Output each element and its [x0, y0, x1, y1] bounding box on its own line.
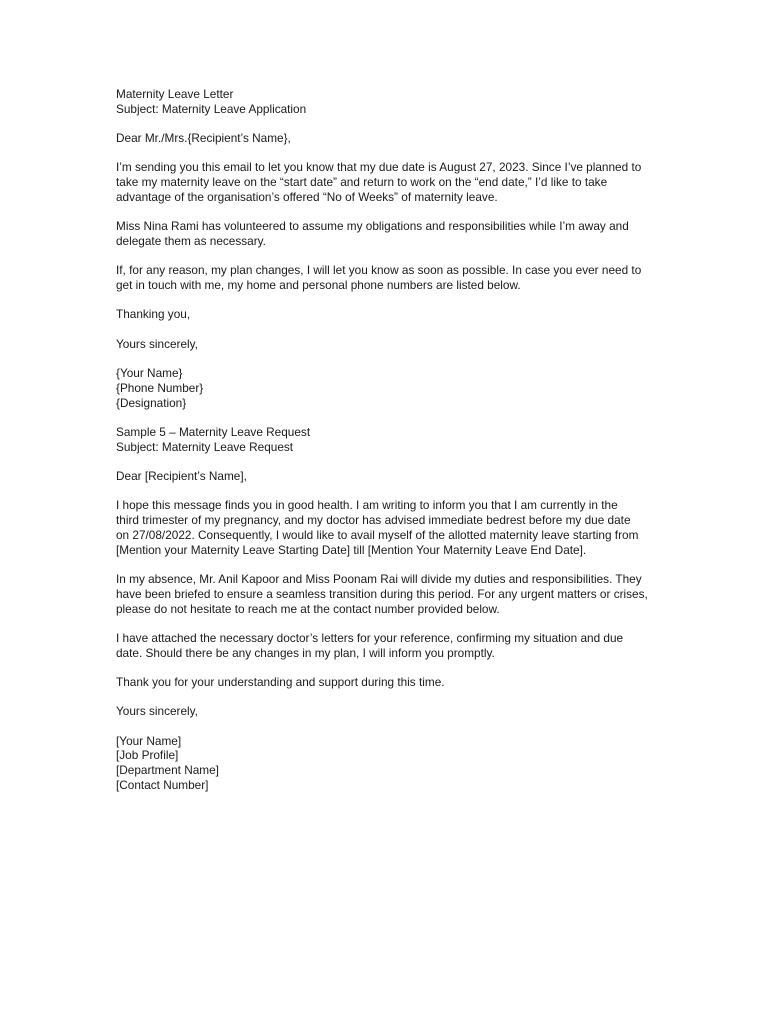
letter1-salutation-text: Dear Mr./Mrs.{Recipient’s Name},: [116, 131, 291, 146]
letter2-salutation: [116, 469, 656, 484]
letter2-paragraph-2: [116, 572, 656, 616]
letter2-salutation-text: Dear [Recipient’s Name],: [116, 469, 247, 484]
letter1-p3-line: get in touch with me, my home and personal phone numbers are listed below.: [116, 278, 521, 293]
letter2-p3-line: I have attached the necessary doctor’s letters for your reference, confirming my situation and due: [116, 630, 624, 645]
letter2-p2-line: have been briefed to ensure a seamless transition during this period. For any urgent matters or crises,: [116, 586, 648, 601]
document-page: [116, 87, 656, 807]
letter1-closing-text: Yours sincerely,: [116, 336, 198, 351]
letter1-signature: [116, 366, 656, 410]
letter2-signature-contact: [Contact Number]: [116, 778, 209, 792]
letter2-signature-job: [Job Profile]: [116, 748, 179, 763]
letter1-signature-name: {Your Name}: [116, 366, 183, 381]
letter2-p2-line: please do not hesitate to reach me at the contact number provided below.: [116, 601, 500, 616]
letter1-thanks: [116, 307, 656, 322]
letter1-p1-line: advantage of the organisation’s offered “No of Weeks” of maternity leave.: [116, 189, 498, 204]
letter2-p3-line: date. Should there be any changes in my plan, I will inform you promptly.: [116, 645, 495, 660]
letter2-p2-line: In my absence, Mr. Anil Kapoor and Miss Poonam Rai will divide my duties and responsibilities. They: [116, 572, 642, 587]
letter2-signature-department: [Department Name]: [116, 763, 219, 778]
letter2-title: Sample 5 – Maternity Leave Request: [116, 424, 311, 439]
letter2-paragraph-1: [116, 498, 656, 557]
letter2-heading: [116, 425, 656, 455]
letter1-paragraph-2: [116, 219, 656, 249]
letter1-salutation: [116, 131, 656, 146]
letter1-p1-line: I’m sending you this email to let you know that my due date is August 27, 2023. Since I’ve planned to: [116, 160, 642, 175]
letter1-paragraph-1: [116, 160, 656, 204]
letter1-thanks-text: Thanking you,: [116, 307, 191, 322]
letter1-paragraph-3: [116, 263, 656, 293]
letter2-p1-line: third trimester of my pregnancy, and my doctor has advised immediate bedrest before my due date: [116, 513, 631, 528]
letter1-signature-designation: {Designation}: [116, 395, 187, 410]
letter2-p1-line: I hope this message finds you in good health. I am writing to inform you that I am currently in the: [116, 498, 618, 513]
letter1-p1-line: take my maternity leave on the “start date” and return to work on the “end date,” I’d like to take: [116, 175, 608, 190]
letter2-thanks: [116, 675, 656, 690]
letter2-thanks-text: Thank you for your understanding and support during this time.: [116, 675, 445, 690]
letter2-signature-name: [Your Name]: [116, 733, 182, 748]
letter2-closing: [116, 704, 656, 719]
letter2-p1-line: on 27/08/2022. Consequently, I would like to avail myself of the allotted maternity leave starting from: [116, 527, 639, 542]
letter2-subject: Subject: Maternity Leave Request: [116, 439, 294, 454]
letter2-closing-text: Yours sincerely,: [116, 704, 198, 719]
letter1-p3-line: If, for any reason, my plan changes, I will let you know as soon as possible. In case you ever need to: [116, 263, 642, 278]
letter2-signature: [116, 734, 656, 793]
letter1-p2-line: Miss Nina Rami has volunteered to assume my obligations and responsibilities while I’m away and: [116, 219, 629, 234]
letter1-heading: [116, 87, 656, 117]
letter1-closing: [116, 337, 656, 352]
letter1-subject: Subject: Maternity Leave Application: [116, 101, 307, 116]
letter2-paragraph-3: [116, 631, 656, 661]
letter2-p1-line: [Mention your Maternity Leave Starting Date] till [Mention Your Maternity Leave End Date].: [116, 542, 587, 557]
letter1-title: Maternity Leave Letter: [116, 87, 234, 101]
letter1-p2-line: delegate them as necessary.: [116, 234, 266, 249]
letter1-signature-phone: {Phone Number}: [116, 380, 204, 395]
